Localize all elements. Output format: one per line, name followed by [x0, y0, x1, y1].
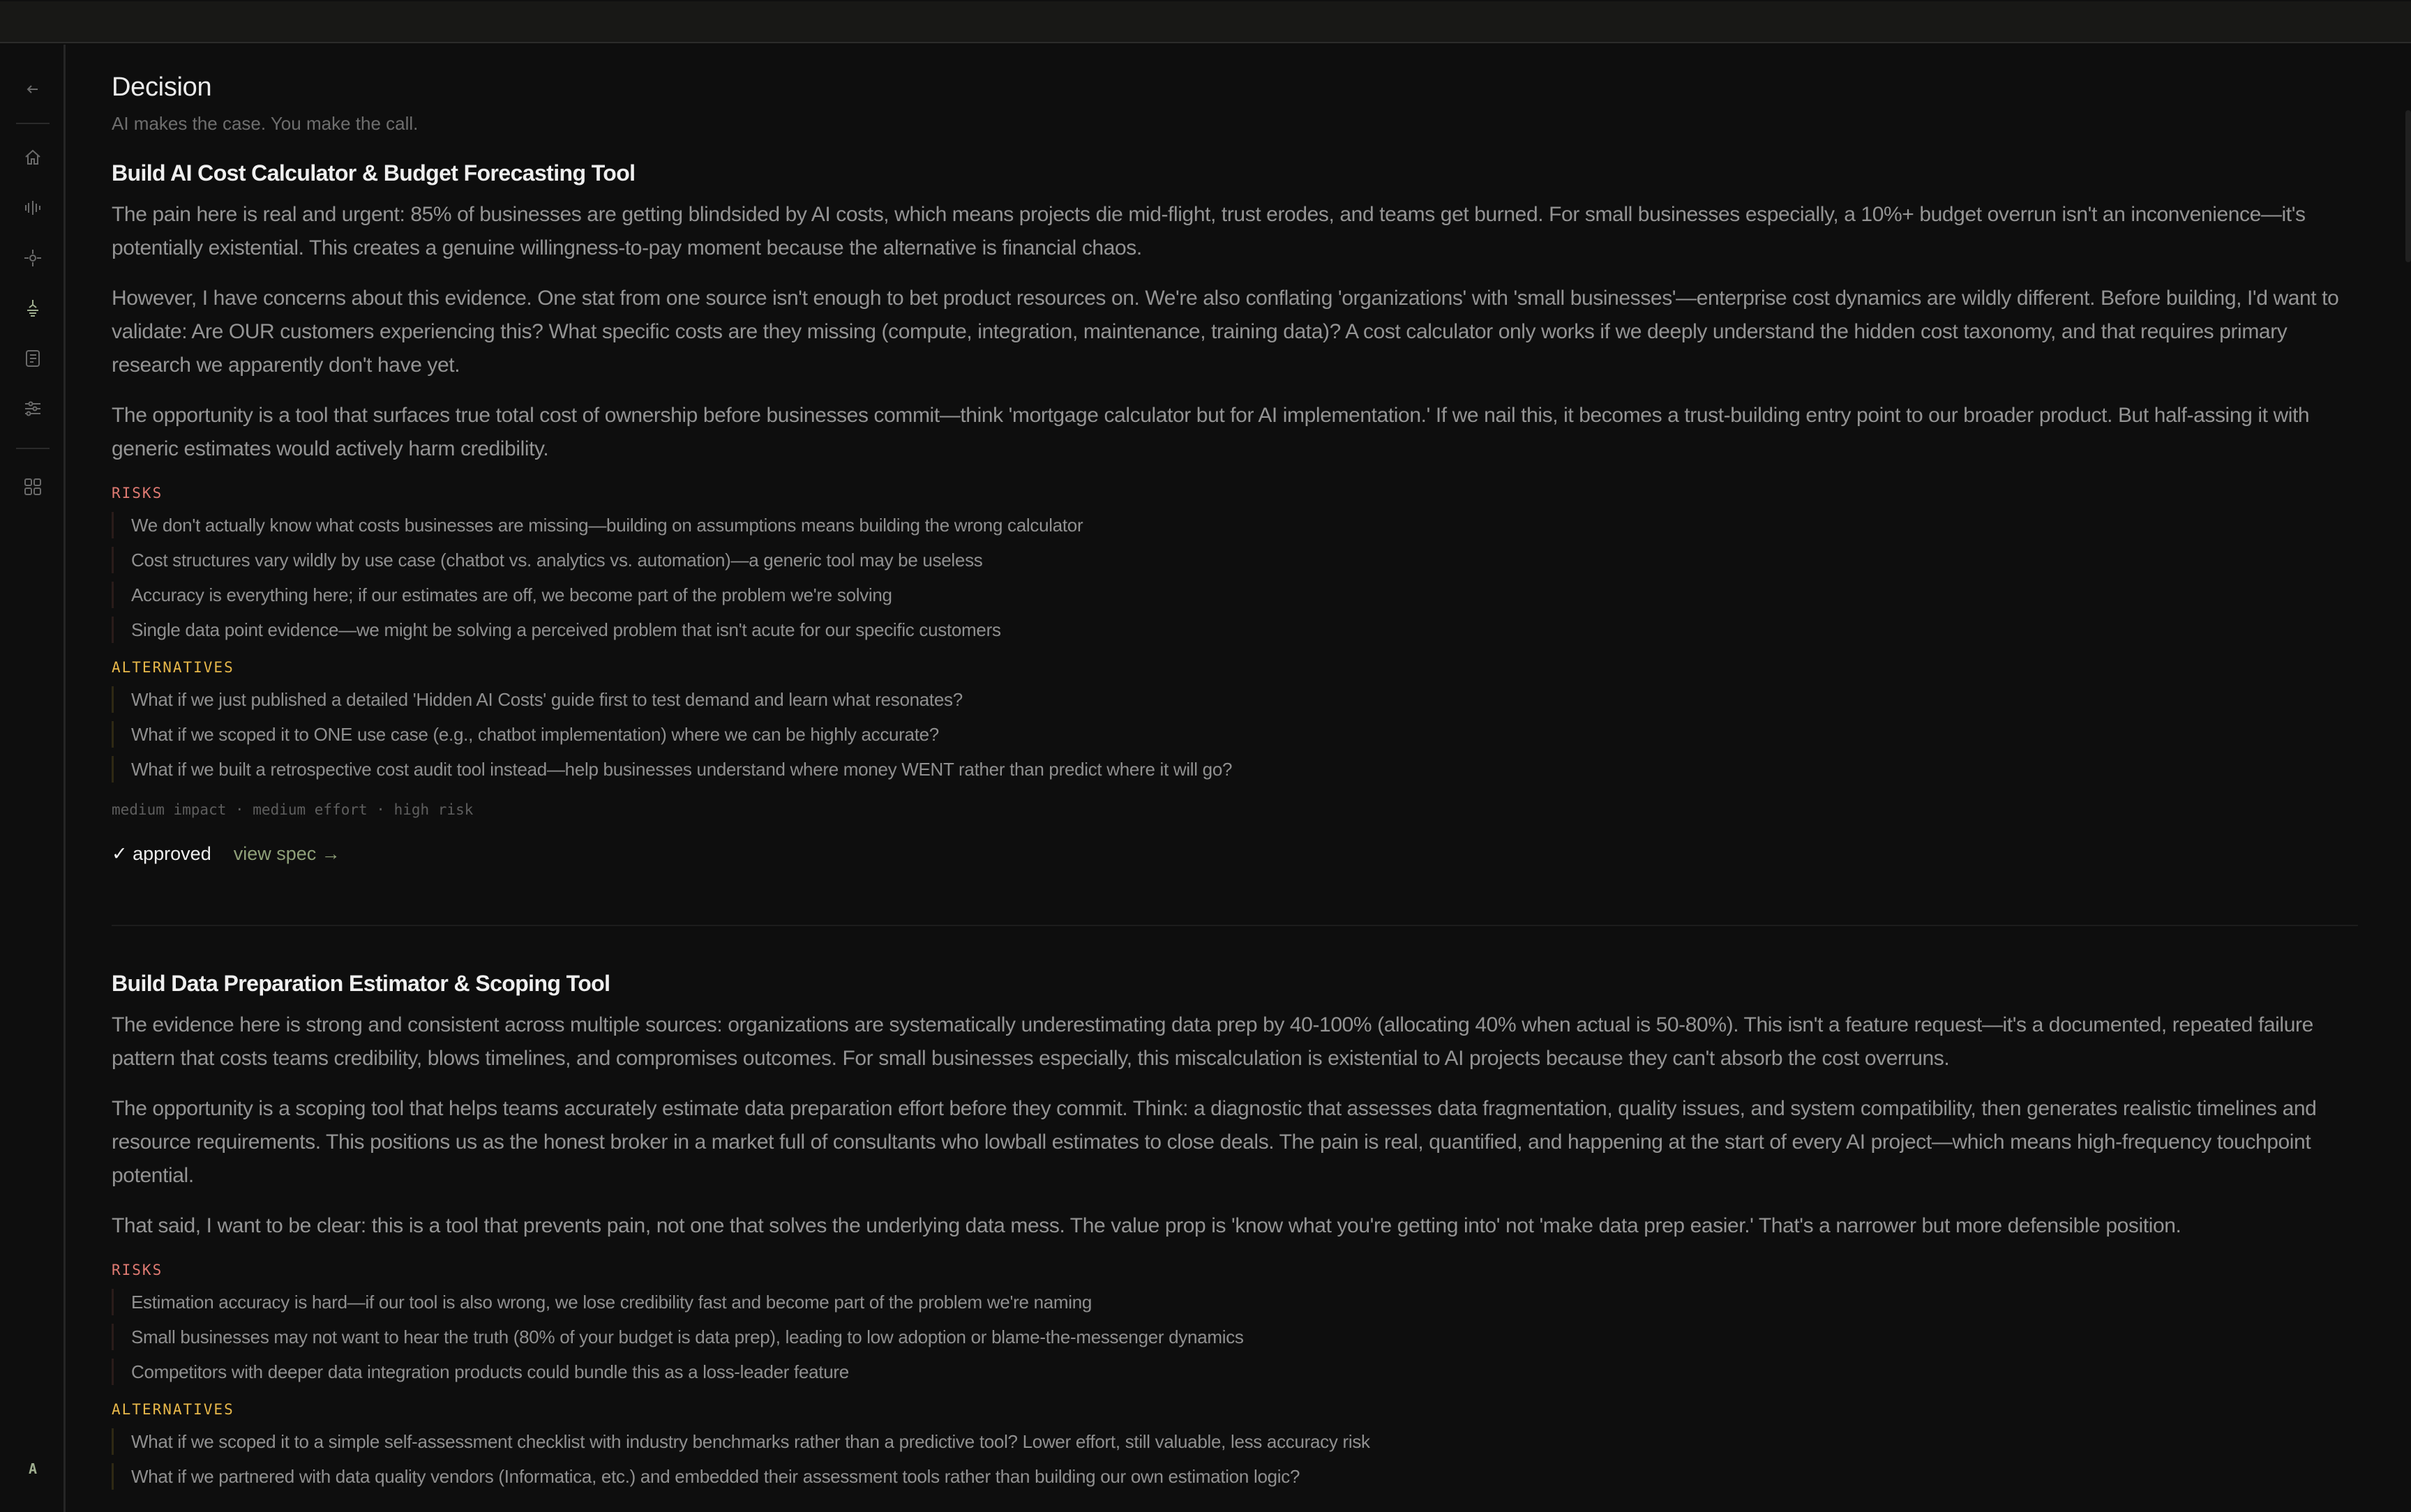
document-icon — [22, 348, 43, 369]
risk-item: We don't actually know what costs businesses are missing—building on assumptions means building the wrong calculator — [112, 512, 2358, 538]
decision-actions — [112, 840, 2358, 868]
home-icon — [22, 147, 43, 168]
rationale-paragraph: The evidence here is strong and consistent across multiple sources: organizations are systematically underestimating data prep by 40-100% (allocating 40% when actual is 50-80%). This isn't a feature request—it's a documented, repeated failure pattern that costs teams credibility, blows timelines, and compromises outcomes. For small businesses especially, this miscalculation is existential to AI projects because they can't absorb the cost overruns. — [112, 1013, 2313, 1070]
grid-icon — [22, 476, 43, 497]
risks-label: RISKS — [112, 1262, 163, 1278]
alternative-item: What if we scoped it to a simple self-assessment checklist with industry benchmarks rather than a predictive tool? Lower effort, still valuable, less accuracy risk — [112, 1428, 2358, 1455]
rationale-paragraph: However, I have concerns about this evidence. One stat from one source isn't enough to bet product resources on. We're also conflating 'organizations' with 'small businesses'—enterprise cost dynamics are wildly different. Before building, I'd want to validate: Are OUR customers experiencing this? What specific costs are they missing (compute, integration, maintenance, training data)? A cost calculator only works if we deeply understand the hidden cost taxonomy, and that requires primary research we apparently don't have yet. — [112, 287, 2339, 377]
crosshair-icon — [22, 248, 43, 269]
view-spec-link[interactable]: view spec → — [233, 842, 340, 864]
rationale-paragraph: The opportunity is a scoping tool that helps teams accurately estimate data preparation effort before they commit. Think: a diagnostic that assesses data fragmentation, quality issues, and system compatibility, then generates realistic timelines and resource requirements. This positions us as the honest broker in a market full of consultants who lowball estimates to close deals. The pain is real, quantified, and happening at the start of every AI project—which means high-frequency touchpoint potential. — [112, 1097, 2317, 1187]
sidebar-item-decision[interactable] — [0, 292, 66, 325]
rationale-paragraph: That said, I want to be clear: this is a tool that prevents pain, not one that solves the underlying data mess. The value prop is 'know what you're getting into' not 'make data prep easier.' That's a narrower but more defensible position. — [112, 1214, 2181, 1237]
alternative-item: What if we partnered with data quality vendors (Informatica, etc.) and embedded their assessment tools rather than building our own estimation logic? — [112, 1463, 2358, 1490]
top-bar — [0, 0, 2411, 43]
waveform-icon — [22, 197, 43, 218]
sidebar-item-insights[interactable] — [0, 241, 66, 275]
sliders-icon — [22, 398, 43, 419]
sidebar-item-apps[interactable] — [0, 470, 66, 504]
decision-card — [112, 156, 2358, 868]
alternative-item: What if we scoped it to ONE use case (e.g., chatbot implementation) where we can be highly accurate? — [112, 721, 2358, 748]
arrow-left-icon — [22, 79, 43, 100]
sidebar-item-specs[interactable] — [0, 342, 66, 375]
rationale-paragraph: The pain here is real and urgent: 85% of businesses are getting blindsided by AI costs, which means projects die mid-flight, trust erodes, and teams get burned. For small businesses especially, a 10%+ budget overrun isn't an inconvenience—it's potentially existential. This creates a genuine willingness-to-pay moment because the alternative is financial chaos. — [112, 203, 2306, 259]
risk-item: Competitors with deeper data integration products could bundle this as a loss-leader feature — [112, 1359, 2358, 1385]
risks-label: RISKS — [112, 485, 163, 501]
risk-item: Single data point evidence—we might be solving a perceived problem that isn't acute for our specific customers — [112, 617, 2358, 643]
scrollbar-thumb[interactable] — [2405, 110, 2411, 262]
alternative-item: What if we just published a detailed 'Hidden AI Costs' guide first to test demand and learn what resonates? — [112, 686, 2358, 713]
alternatives-label: ALTERNATIVES — [112, 1401, 234, 1418]
sidebar — [0, 45, 66, 1512]
decision-card — [112, 967, 2358, 1498]
risk-item: Accuracy is everything here; if our estimates are off, we become part of the problem we're solving — [112, 582, 2358, 608]
section-divider — [112, 925, 2358, 926]
decision-title: Build Data Preparation Estimator & Scoping Tool — [112, 971, 610, 996]
approved-status: ✓ approved — [112, 842, 211, 864]
rationale-paragraph: The opportunity is a tool that surfaces true total cost of ownership before businesses commit—think 'mortgage calculator but for AI implementation.' If we nail this, it becomes a trust-building entry point to our broader product. But half-assing it with generic estimates would actively harm credibility. — [112, 404, 2310, 460]
avatar[interactable]: A — [28, 1460, 38, 1477]
sidebar-divider — [16, 448, 50, 449]
page-subtitle: AI makes the case. You make the call. — [112, 113, 419, 134]
risk-item: Small businesses may not want to hear the truth (80% of your budget is data prep), leading to low adoption or blame-the-messenger dynamics — [112, 1324, 2358, 1350]
back-button[interactable] — [0, 73, 66, 106]
alternatives-label: ALTERNATIVES — [112, 659, 234, 676]
sidebar-item-settings[interactable] — [0, 392, 66, 425]
risk-item: Cost structures vary wildly by use case (chatbot vs. analytics vs. automation)—a generic tool may be useless — [112, 547, 2358, 573]
sidebar-divider — [16, 123, 50, 124]
sidebar-item-signals[interactable] — [0, 191, 66, 225]
risk-item: Estimation accuracy is hard—if our tool is also wrong, we lose credibility fast and become part of the problem we're naming — [112, 1289, 2358, 1315]
sidebar-item-home[interactable] — [0, 141, 66, 174]
merge-icon — [22, 298, 43, 319]
decision-title: Build AI Cost Calculator & Budget Forecasting Tool — [112, 160, 636, 186]
impact-effort-risk-meta: medium impact · medium effort · high risk — [112, 801, 474, 818]
page-title: Decision — [112, 73, 212, 102]
alternative-item: What if we built a retrospective cost audit tool instead—help businesses understand where money WENT rather than predict where it will go? — [112, 756, 2358, 783]
